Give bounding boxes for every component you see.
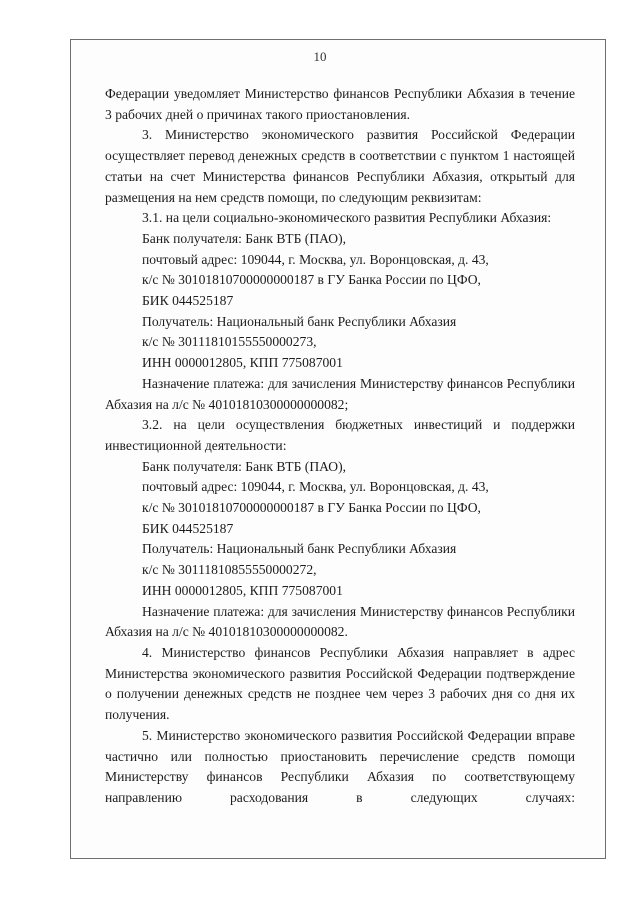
paragraph-5-suspension: 5. Министерство экономического развития Российской Федерации вправе частично или полностью приостановить перечисление средств помощи Министерству финансов Республики Абхазия по соответствующему направлению расходования в следующих случаях:	[105, 727, 575, 805]
paragraph-4-confirmation: 4. Министерство финансов Республики Абхазия направляет в адрес Министерства экономического развития Российской Федерации подтверждение о получении денежных средств не позднее чем через 3 рабочих дня со дня их получения.	[105, 644, 575, 723]
paragraph-payment-purpose-1: Назначение платежа: для зачисления Министерству финансов Республики Абхазия на л/с № 40101810300000000082;	[105, 375, 575, 412]
paragraph-3-2-purpose: 3.2. на цели осуществления бюджетных инвестиций и поддержки инвестиционной деятельности:	[105, 417, 575, 453]
paragraph-notification-continued: Федерации уведомляет Министерство финансов Республики Абхазия в течение 3 рабочих дней о причинах такого приостановления.	[105, 86, 575, 122]
requisite-recipient-account: к/с № 30111810855550000272,	[142, 562, 317, 578]
requisite-postal-address: почтовый адрес: 109044, г. Москва, ул. Воронцовская, д. 43,	[142, 479, 489, 495]
requisite-recipient: Получатель: Национальный банк Республики Абхазия	[142, 541, 457, 557]
requisite-bik: БИК 044525187	[142, 520, 234, 536]
requisite-bank-recipient: Банк получателя: Банк ВТБ (ПАО),	[142, 458, 347, 474]
paragraph-payment-purpose-2: Назначение платежа: для зачисления Министерству финансов Республики Абхазия на л/с № 40101810300000000082.	[105, 603, 575, 640]
requisite-correspondent-account: к/с № 30101810700000000187 в ГУ Банка России по ЦФО,	[142, 500, 481, 516]
paragraph-3-1-purpose: 3.1. на цели социально-экономического развития Республики Абхазия:	[142, 210, 552, 226]
requisite-recipient-account: к/с № 30111810155550000273,	[142, 334, 317, 350]
requisite-correspondent-account: к/с № 30101810700000000187 в ГУ Банка России по ЦФО,	[142, 272, 481, 288]
requisite-postal-address: почтовый адрес: 109044, г. Москва, ул. Воронцовская, д. 43,	[142, 251, 489, 267]
requisite-bik: БИК 044525187	[142, 293, 234, 309]
requisite-recipient: Получатель: Национальный банк Республики Абхазия	[142, 313, 457, 329]
requisite-inn-kpp: ИНН 0000012805, КПП 775087001	[142, 582, 343, 598]
requisite-inn-kpp: ИНН 0000012805, КПП 775087001	[142, 355, 343, 371]
document-body	[105, 84, 575, 809]
page-number: 10	[313, 49, 327, 64]
requisite-bank-recipient: Банк получателя: Банк ВТБ (ПАО),	[142, 230, 347, 246]
paragraph-3-transfer: 3. Министерство экономического развития Российской Федерации осуществляет перевод денежных средств в соответствии с пунктом 1 настоящей статьи на счет Министерства финансов Республики Абхазия, открытый для размещения на нем средств помощи, по следующим реквизитам:	[105, 127, 575, 205]
